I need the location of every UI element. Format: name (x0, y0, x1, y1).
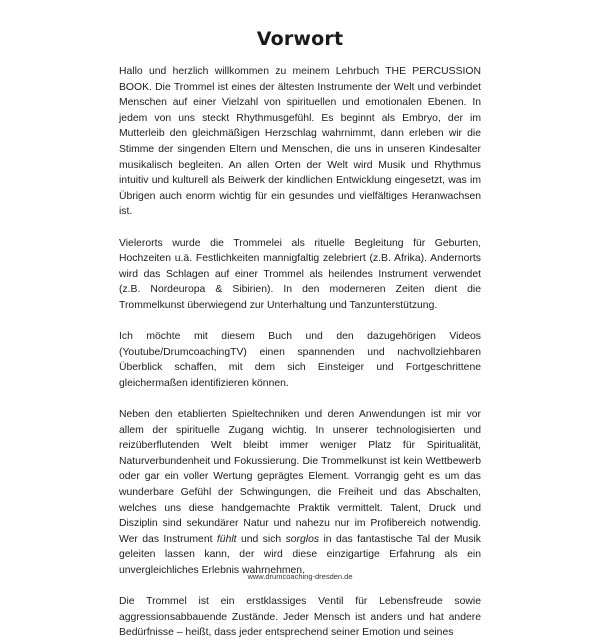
paragraph-text: Neben den etablierten Spieltechniken und deren Anwendungen ist mir vor allem der spirituelle Zugang wichtig. In unserer technologisierten und reizüberflutenden Welt bleibt immer weniger Platz für Spiritualität, Naturverbundenheit und Fokussierung. Die Trommelkunst ist kein Wettbewerb oder gar ein voller Wertung geprägtes Element. Vorrangig geht es um das wunderbare Gefühl der Schwingungen, die Freiheit und das Abschalten, welches uns diese handgemachte Praktik vermittelt. Talent, Druck und Disziplin sind sekundärer Natur und nahezu nur im Profibereich notwendig. Wer das Instrument (119, 409, 481, 545)
page-title: Vorwort (256, 28, 344, 50)
paragraph-text: Ich möchte mit diesem Buch und den dazugehörigen Videos (Youtube/DrumcoachingTV) einen spannenden und nachvollziehbaren Überblick schaffen, mit dem sich Einsteiger und Fortgeschrittene gleichermaßen identifizieren können. (119, 331, 481, 389)
emphasis-text: sorglos (285, 533, 320, 545)
body-text (119, 64, 481, 641)
paragraph-text: und sich (236, 533, 286, 545)
paragraph-text: in das fantastische Tal der Musik geleiten lassen kann, der wird diese einzigartige Erfahrung als ein unvergleichliches Erlebnis wahrnehmen. (119, 533, 481, 576)
emphasis-text: fühlt (216, 533, 237, 545)
paragraph-text: Hallo und herzlich willkommen zu meinem Lehrbuch THE PERCUSSION BOOK. Die Trommel ist eines der ältesten Instrumente der Welt und verbindet Menschen auf einer Vielzahl von spirituellen und emotionalen Ebenen. In jedem von uns steckt Rhythmusgefühl. Es beginnt als Embryo, der im Mutterleib den gleichmäßigen Herzschlag wahrnimmt, dann erleben wir die Stimme der singenden Eltern und Menschen, die uns in unseren Kindesalter musikalisch begleiten. An allen Orten der Welt wird Musik und Rhythmus intuitiv und kulturell als Beiwerk der kindlichen Entwicklung eingesetzt, was im Übrigen auch enorm wichtig für ein gesundes und vielfältiges Heranwachsen ist. (119, 66, 481, 218)
paragraph (119, 407, 481, 579)
paragraph (119, 329, 481, 391)
paragraph (119, 236, 481, 314)
paragraph (119, 64, 481, 220)
paragraph-text: Die Trommel ist ein erstklassiges Ventil für Lebensfreude sowie aggressionsabbauende Zustände. Jeder Mensch ist anders und hat andere Bedürfnisse – heißt, dass jeder entsprechend seiner Emotion und seines (119, 596, 481, 639)
footer-url: www.drumcoaching-dresden.de (247, 572, 353, 581)
paragraph (119, 594, 481, 641)
paragraph-text: Vielerorts wurde die Trommelei als rituelle Begleitung für Geburten, Hochzeiten u.ä. Festlichkeiten mannigfaltig zelebriert (z.B. Afrika). Andernorts wird das Schlagen auf einer Trommel als heilendes Instrument verwendet (z.B. Nordeuropa & Sibirien). In den moderneren Zeiten dient die Trommelkunst überwiegend zur Unterhaltung und Tanzunterstützung. (119, 237, 481, 311)
